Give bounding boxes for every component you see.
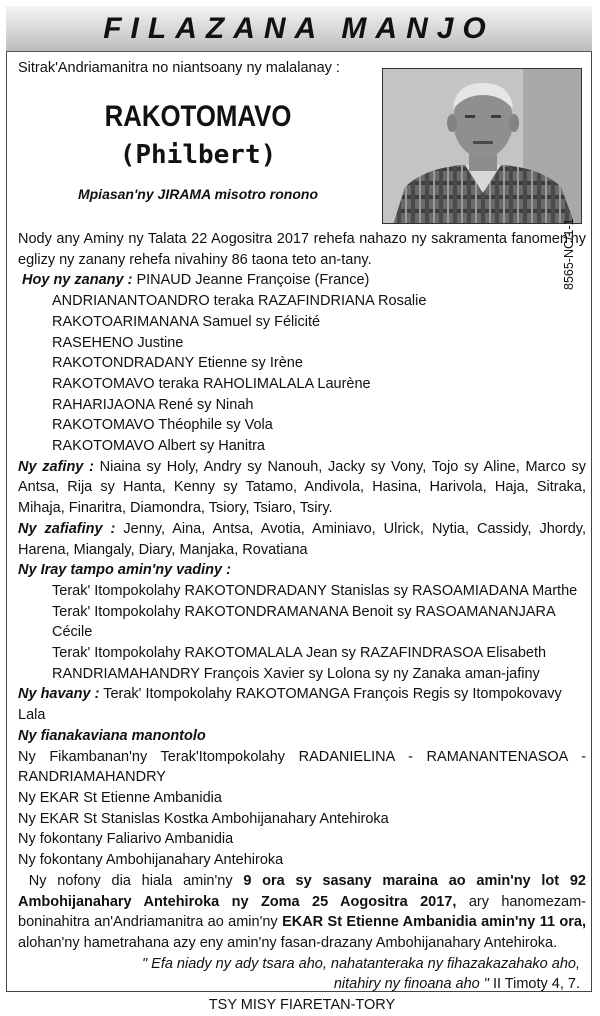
siblings-item: Terak' Itompokolahy RAKOTONDRADANY Stanislas sy RASOAMIADANA Marthe (52, 582, 578, 599)
children-item: RAHARIJAONA René sy Ninah (52, 396, 254, 413)
children-item: RAKOTOMAVO Théophile sy Vola (52, 417, 273, 434)
grandchildren-label: Ny zafiny : (18, 458, 94, 475)
quote-line-1: " Efa niady ny ady tsara aho, nahatanteraka ny fihazakazahako aho, (141, 955, 580, 972)
portrait-photo (382, 68, 582, 224)
grandchildren-paragraph (18, 457, 586, 519)
great-grandchildren-text: Jenny, Aina, Antsa, Avotia, Aminiavo, Ulrick, Nytia, Cassidy, Jhordy, Harena, Miangaly, Diary, Manjaka, Rovatiana (18, 520, 586, 558)
quote-line-2 (18, 974, 586, 995)
children-item: RAKOTOMAVO Albert sy Hanitra (52, 438, 265, 455)
children-label: Hoy ny zanany : (22, 272, 133, 289)
children-item: RAKOTOARIMANANA Samuel sy Félicité (52, 313, 321, 330)
deceased-surname: RAKOTOMAVO (104, 100, 292, 133)
notice-title: FILAZANA MANJO (103, 12, 495, 45)
reference-number: 8565-NC/1-1 (562, 218, 576, 290)
siblings-item: Terak' Itompokolahy RAKOTOMALALA Jean sy RAZAFINDRASOA Elisabeth (52, 645, 547, 662)
great-grandchildren-label: Ny zafiafiny : (18, 520, 116, 537)
relatives-line (18, 684, 586, 725)
siblings-label: Ny Iray tampo amin'ny vadiny : (18, 562, 231, 579)
portrait-icon (383, 69, 582, 224)
siblings-item: Terak' Itompokolahy RAKOTONDRAMANANA Benoit sy RASOAMANANJARA Cécile (52, 603, 555, 641)
families-item: Ny fokontany Ambohijanahary Antehiroka (18, 852, 284, 869)
intro-text: Sitrak'Andriamanitra no niantsoany ny malalanay : (18, 60, 340, 76)
siblings-item: RANDRIAMAHANDRY François Xavier sy Lolona sy ny Zanaka aman-jafiny (52, 665, 540, 682)
families-label: Ny fianakaviana manontolo (18, 727, 206, 744)
families-item: Ny EKAR St Etienne Ambanidia (18, 789, 222, 806)
children-item: RAKOTONDRADANY Etienne sy Irène (52, 355, 303, 372)
great-grandchildren-paragraph (18, 519, 586, 560)
funeral-text-3: alohan'ny hametrahana azy eny amin'ny fasan-drazany Ambohijanahary Antehiroka. (18, 934, 558, 951)
children-item: ANDRIANANTOANDRO teraka RAZAFINDRIANA Rosalie (52, 293, 427, 310)
families-item: Ny fokontany Faliarivo Ambanidia (18, 831, 234, 848)
grandchildren-text: Niaina sy Holy, Andry sy Nanouh, Jacky sy Vony, Tojo sy Aline, Marco sy Antsa, Rija sy Hanta, Kenny sy Tatamo, Andivola, Hasina, Harivola, Haja, Sitraka, Mihaja, Finaritra, Diamondra, Tsiory, Tsiaro, Tsiry. (18, 458, 586, 517)
announcement-text: Nody any Aminy ny Talata 22 Aogositra 2017 rehefa nahazo ny sakramenta fanomen'ny eglizy ny zanany rehefa nivahiny 86 taona teto an-tany. (18, 231, 586, 268)
funeral-bold-2: EKAR St Etienne Ambanidia amin'ny 11 ora, (282, 914, 586, 931)
children-item: RAKOTOMAVO teraka RAHOLIMALALA Laurène (52, 375, 371, 392)
children-line (18, 270, 586, 291)
families-item: Ny EKAR St Stanislas Kostka Ambohijanahary Antehiroka (18, 810, 389, 827)
funeral-text-2: ary hanomezam-boninahitra an'Andriamanitra ao amin'ny (18, 893, 586, 931)
deceased-occupation: Mpiasan'ny JIRAMA misotro ronono (77, 186, 319, 202)
funeral-bold-1: 9 ora sy sasany maraina ao amin'ny lot 92 Ambohijanahary Antehiroka ny Zoma 25 Aogositra 2017, (18, 872, 586, 910)
children-item: RASEHENO Justine (52, 334, 184, 351)
notice-body (18, 229, 586, 1016)
funeral-paragraph (18, 871, 586, 954)
quote-line-2-text: nitahiry ny finoana aho " (333, 976, 489, 993)
relatives-label: Ny havany : (18, 686, 100, 703)
families-item: Ny Fikambanan'ny Terak'Itompokolahy RADANIELINA - RAMANANTENASOA - RANDRIAMAHANDRY (18, 748, 586, 786)
relatives-text: Terak' Itompokolahy RAKOTOMANGA François Regis sy Itompokovavy Lala (18, 686, 562, 724)
footer-note: TSY MISY FIARETAN-TORY (208, 997, 396, 1014)
funeral-text-1: Ny nofony dia hiala amin'ny (28, 872, 244, 889)
quote-citation: II Timoty 4, 7. (488, 976, 580, 993)
deceased-given-name: (Philbert) (119, 140, 277, 170)
header-banner (6, 6, 592, 52)
children-first: PINAUD Jeanne Françoise (France) (136, 272, 370, 289)
